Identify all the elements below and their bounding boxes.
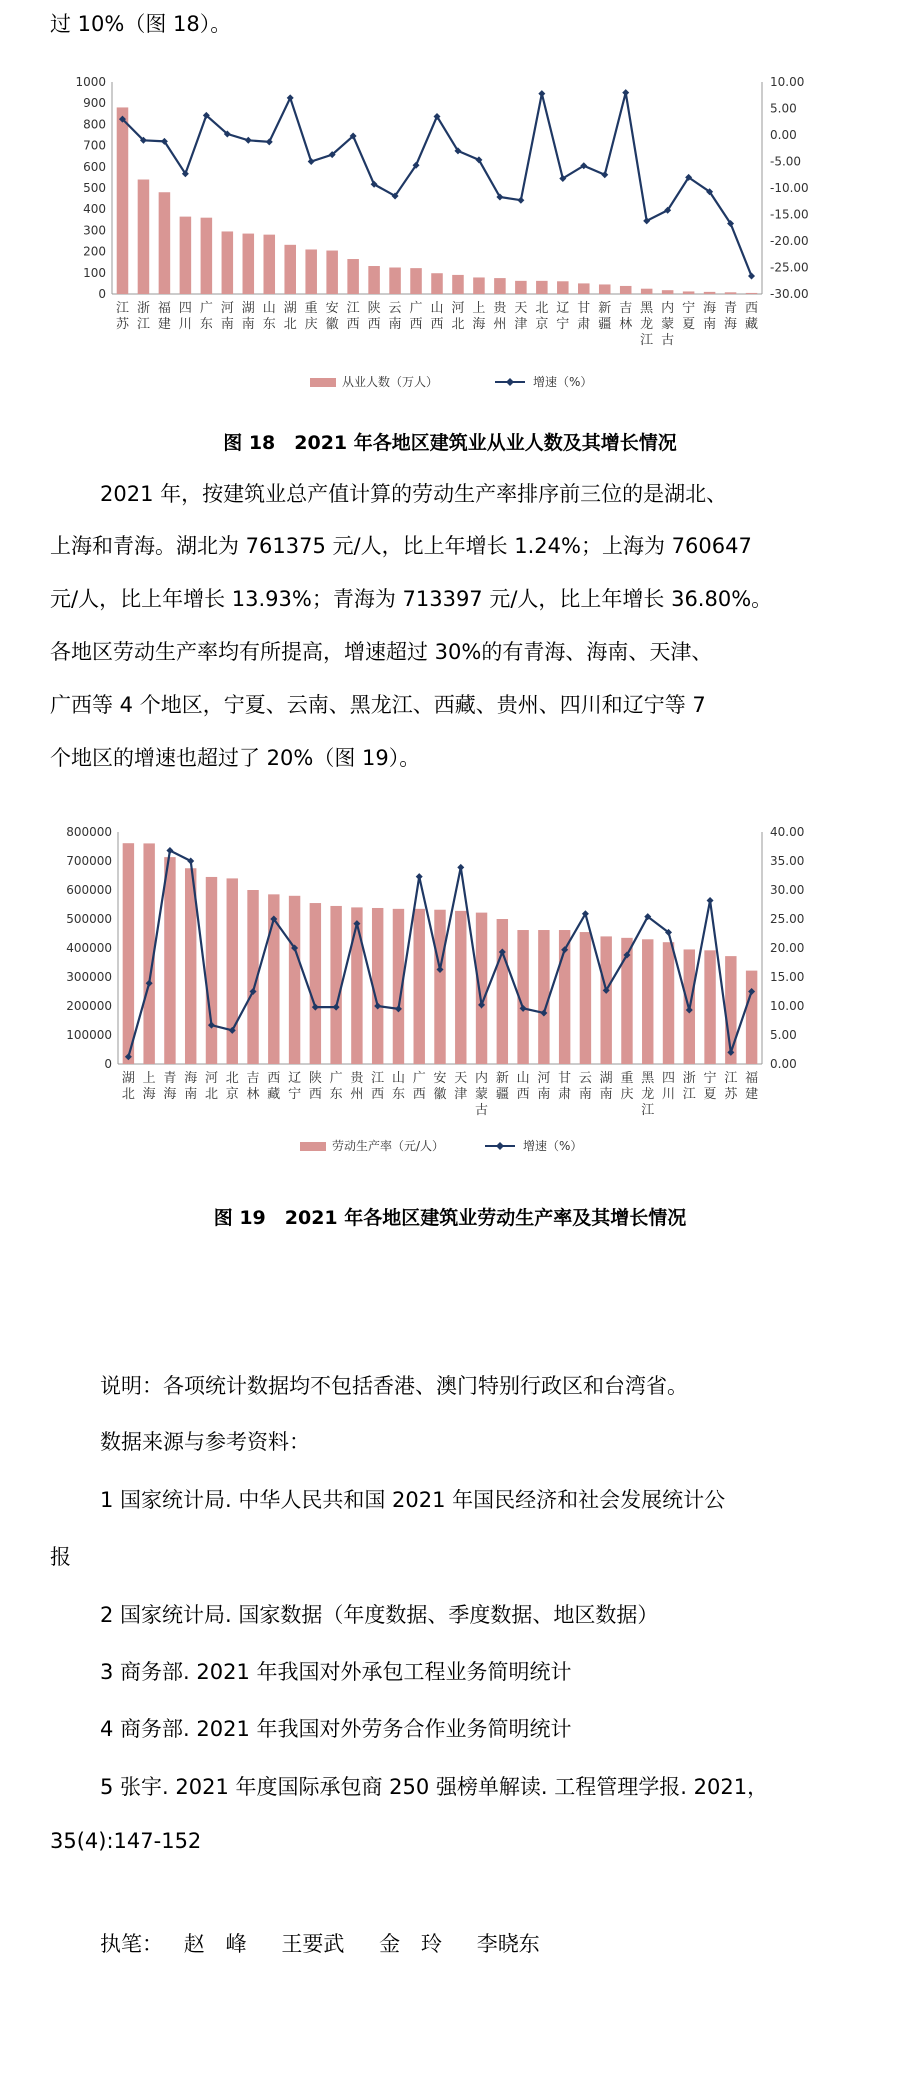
fig18-category-label: 新疆: [598, 301, 612, 332]
fig19-legend-bar-label: 劳动生产率（元/人）: [332, 1139, 445, 1153]
fig19-right-tick-label: 40.00: [770, 825, 805, 839]
fig19-bar: [642, 939, 653, 1064]
fig19-category-label: 甘肃: [558, 1071, 572, 1102]
fig18-bar: [641, 289, 653, 294]
fig19-category-label: 新疆: [495, 1071, 509, 1102]
fig19-category-label: 海南: [184, 1071, 198, 1102]
fig19-category-label: 四川: [662, 1071, 676, 1102]
fig18-bar: [326, 251, 338, 294]
author-name: 金 玲: [379, 1932, 443, 1956]
fig18-left-tick-label: 800: [83, 117, 106, 132]
fig19-category-label: 江苏: [724, 1071, 738, 1102]
fig18-bar: [683, 291, 695, 294]
fig19-right-tick-label: 20.00: [770, 941, 805, 955]
fig19-bar: [164, 857, 175, 1064]
fig19-bar: [600, 936, 611, 1064]
fig18-category-label: 宁夏: [682, 301, 696, 332]
fig19-legend-bar-swatch: [300, 1142, 326, 1151]
fig18-bar: [305, 249, 317, 294]
fig19-bar: [497, 919, 508, 1064]
fig18-bar: [263, 235, 275, 294]
fig19-left-tick-label: 800000: [66, 825, 112, 839]
fig18-growth-point: [601, 171, 608, 178]
fig18-category-label: 湖北: [283, 301, 297, 332]
fig19-category-label: 天津: [454, 1071, 468, 1102]
fig18-right-tick-label: -25.00: [770, 260, 809, 275]
author-name: 赵 峰: [183, 1932, 247, 1956]
fig18-bar: [201, 218, 213, 294]
fig19-bar: [434, 910, 445, 1064]
fig18-left-tick-label: 900: [83, 96, 106, 111]
fig18-bar: [452, 275, 464, 294]
fig18-category-label: 贵州: [493, 301, 507, 332]
fig18-bar: [431, 273, 443, 294]
fig19-growth-point: [457, 864, 464, 871]
fig19-category-label: 山东: [391, 1071, 405, 1102]
fig18-category-label: 云南: [388, 301, 402, 332]
fig18-right-tick-label: 0.00: [770, 128, 797, 142]
fig19-left-tick-label: 300000: [66, 970, 112, 984]
fig18-bar: [347, 259, 359, 294]
paragraph-line-2: 上海和青海。湖北为 761375 元/人，比上年增长 1.24%；上海为 760647: [50, 534, 752, 558]
fig18-category-label: 浙江: [136, 301, 150, 332]
fig19-bar: [351, 907, 362, 1064]
fig18-category-label: 青海: [724, 301, 738, 332]
fig18-bar: [704, 292, 716, 294]
fig18-bar: [620, 286, 632, 294]
fig18-category-label: 上海: [472, 301, 486, 332]
fig19-bar: [206, 877, 217, 1064]
author-name: 王要武: [281, 1932, 345, 1956]
fig18-growth-point: [748, 272, 755, 279]
fig18-category-label: 江苏: [115, 301, 129, 332]
fig18-growth-point: [517, 197, 524, 204]
fig19-left-tick-label: 500000: [66, 912, 112, 926]
fig19-bar: [289, 896, 300, 1064]
author-label: 执笔：: [100, 1932, 163, 1956]
fig19-category-label: 贵州: [350, 1071, 364, 1102]
paragraph-line-4: 各地区劳动生产率均有所提高，增速超过 30%的有青海、海南、天津、: [50, 640, 713, 664]
fig18-bar: [410, 268, 422, 294]
fig18-right-tick-label: -10.00: [770, 181, 809, 195]
fig19-category-label: 广东: [329, 1071, 343, 1102]
fig18-bar: [389, 268, 401, 295]
ref-item: 2 国家统计局. 国家数据（年度数据、季度数据、地区数据）: [100, 1603, 659, 1627]
fig18-right-tick-label: 5.00: [770, 101, 797, 116]
fig19-category-label: 安徽: [433, 1071, 447, 1102]
fig18-legend-line-label: 增速（%）: [533, 375, 593, 389]
fig18-category-label: 重庆: [304, 301, 318, 332]
fig19-left-tick-label: 0: [104, 1057, 112, 1071]
fig19-bar: [538, 930, 549, 1064]
fig18-bar: [494, 278, 506, 294]
fig18-category-label: 西藏: [745, 301, 759, 332]
fig18-bar: [243, 234, 255, 294]
fig19-right-tick-label: 5.00: [770, 1028, 797, 1042]
paragraph-line-5: 广西等 4 个地区，宁夏、云南、黑龙江、西藏、贵州、四川和辽宁等 7: [50, 693, 706, 717]
fig18-category-label: 湖南: [241, 301, 255, 332]
fig18-growth-point: [245, 137, 252, 144]
fig18-growth-point: [308, 158, 315, 165]
fig18-category-label: 山西: [430, 301, 444, 332]
fig19-bar: [123, 843, 134, 1064]
fig19-category-label: 湖北: [121, 1071, 135, 1102]
fig18-category-label: 福建: [157, 301, 171, 332]
fig18-bar: [117, 107, 129, 294]
fig18-category-label: 甘肃: [577, 301, 591, 332]
ref-item: 报: [50, 1545, 71, 1569]
fig18-category-label: 河南: [220, 301, 234, 332]
fig18-growth-point: [622, 89, 629, 96]
fig18-bar: [368, 266, 380, 294]
fig19-bar: [704, 950, 715, 1064]
fig18-category-label: 山东: [262, 301, 276, 332]
fig19-category-label: 福建: [745, 1071, 759, 1102]
fig18-right-tick-label: -30.00: [770, 287, 809, 301]
fig18-category-label: 四川: [178, 301, 192, 332]
fig18-category-label: 陕西: [367, 301, 381, 332]
fig19-legend-line-marker: [496, 1142, 504, 1150]
fig19-category-label: 辽宁: [288, 1071, 302, 1102]
fig19-category-label: 河北: [204, 1071, 218, 1102]
fig18-bar: [284, 245, 296, 294]
fig19-category-label: 吉林: [246, 1071, 260, 1102]
fig18-left-tick-label: 700: [83, 138, 106, 153]
fig18-bar: [725, 292, 737, 294]
fig19-right-tick-label: 15.00: [770, 970, 805, 984]
fig18-category-label: 北京: [535, 301, 549, 332]
fig18-bar: [662, 290, 674, 294]
fig18-left-tick-label: 100: [83, 265, 106, 280]
fig18-category-label: 安徽: [325, 301, 339, 332]
fig18-category-label: 广西: [409, 301, 423, 332]
fig19-category-label: 西藏: [267, 1071, 281, 1102]
refs-title: 数据来源与参考资料：: [100, 1430, 310, 1454]
fig19-category-label: 陕西: [308, 1071, 322, 1102]
ref-item: 35(4):147-152: [50, 1829, 202, 1853]
top-text-line: 过 10%（图 18）。: [50, 12, 232, 36]
chart-fig19-svg: [40, 820, 820, 1170]
fig19-legend-line-label: 增速（%）: [523, 1139, 583, 1153]
fig19-category-label: 重庆: [620, 1071, 634, 1102]
fig19-bar: [227, 878, 238, 1064]
fig19-right-tick-label: 30.00: [770, 883, 805, 897]
paragraph-line-1: 2021 年，按建筑业总产值计算的劳动生产率排序前三位的是湖北、: [100, 482, 728, 506]
author-name: 李晓东: [476, 1932, 540, 1956]
fig19-left-tick-label: 100000: [66, 1028, 112, 1042]
fig19-bar: [330, 906, 341, 1064]
fig19-right-tick-label: 10.00: [770, 999, 805, 1013]
fig18-bar: [180, 217, 192, 294]
fig18-category-label: 江西: [346, 301, 360, 332]
fig19-right-tick-label: 35.00: [770, 854, 805, 868]
fig18-bar: [536, 281, 548, 294]
fig18-growth-line: [122, 93, 751, 276]
fig19-category-label: 青海: [163, 1071, 177, 1102]
fig19-caption: 图 19 2021 年各地区建筑业劳动生产率及其增长情况: [213, 1207, 687, 1229]
fig18-category-label: 河北: [451, 301, 465, 332]
fig18-category-label: 天津: [514, 301, 528, 332]
ref-item: 1 国家统计局. 中华人民共和国 2021 年国民经济和社会发展统计公: [100, 1488, 726, 1512]
fig18-growth-point: [287, 94, 294, 101]
fig19-category-label: 黑龙江: [641, 1071, 655, 1118]
fig19-category-label: 宁夏: [703, 1071, 717, 1102]
note-text: 说明：各项统计数据均不包括香港、澳门特别行政区和台湾省。: [100, 1374, 688, 1398]
fig19-bar: [455, 911, 466, 1064]
fig18-left-tick-label: 500: [83, 181, 106, 195]
ref-item: 5 张宇. 2021 年度国际承包商 250 强榜单解读. 工程管理学报. 2021，: [100, 1775, 769, 1799]
fig18-bar: [599, 284, 611, 294]
fig19-category-label: 广西: [412, 1071, 426, 1102]
fig18-growth-point: [538, 90, 545, 97]
fig18-bar: [138, 180, 150, 294]
chart-fig18-svg: [40, 72, 820, 402]
fig18-bar: [578, 283, 590, 294]
fig18-category-label: 吉林: [619, 301, 633, 332]
fig18-left-tick-label: 400: [83, 202, 106, 217]
fig18-bar: [159, 192, 171, 294]
fig18-legend-line-marker: [506, 378, 514, 386]
fig18-category-label: 辽宁: [556, 301, 570, 332]
chart-fig18: [40, 72, 820, 406]
fig18-bar: [557, 281, 569, 294]
fig19-category-label: 内蒙古: [475, 1071, 489, 1118]
fig18-left-tick-label: 300: [83, 223, 106, 238]
fig18-legend-bar-label: 从业人数（万人）: [342, 375, 439, 389]
chart-fig19: [40, 820, 820, 1174]
fig18-left-tick-label: 200: [83, 244, 106, 259]
fig18-category-label: 黑龙江: [640, 301, 654, 348]
fig18-right-tick-label: -15.00: [770, 207, 809, 222]
ref-item: 3 商务部. 2021 年我国对外承包工程业务简明统计: [100, 1660, 572, 1684]
fig18-category-label: 广东: [199, 301, 213, 332]
fig19-left-tick-label: 400000: [66, 941, 112, 955]
fig18-left-tick-label: 0: [98, 287, 106, 301]
fig18-category-label: 海南: [703, 301, 717, 332]
fig19-category-label: 北京: [225, 1071, 239, 1102]
fig18-right-tick-label: -20.00: [770, 234, 809, 248]
fig19-category-label: 河南: [537, 1071, 551, 1102]
fig19-bar: [414, 909, 425, 1064]
fig18-growth-point: [266, 138, 273, 145]
fig19-bar: [746, 971, 757, 1064]
fig19-bar: [663, 942, 674, 1064]
fig18-bar: [515, 281, 527, 294]
paragraph-line-3: 元/人，比上年增长 13.93%；青海为 713397 元/人，比上年增长 36.80%。: [50, 587, 773, 611]
paragraph-line-6: 个地区的增速也超过了 20%（图 19）。: [50, 746, 421, 770]
fig19-bar: [580, 932, 591, 1064]
fig19-category-label: 湖南: [599, 1071, 613, 1102]
fig19-growth-point: [416, 873, 423, 880]
fig19-bar: [310, 903, 321, 1064]
ref-item: 4 商务部. 2021 年我国对外劳务合作业务简明统计: [100, 1717, 572, 1741]
fig18-left-tick-label: 600: [83, 159, 106, 174]
fig19-category-label: 江西: [371, 1071, 385, 1102]
fig18-bar: [746, 293, 758, 294]
fig18-bar: [222, 231, 234, 294]
fig19-bar: [476, 913, 487, 1064]
fig18-left-tick-label: 1000: [75, 75, 106, 89]
fig19-category-label: 云南: [578, 1071, 592, 1102]
fig19-right-tick-label: 0.00: [770, 1057, 797, 1071]
fig19-category-label: 上海: [142, 1071, 156, 1102]
fig18-right-tick-label: -5.00: [770, 154, 802, 169]
fig18-category-label: 内蒙古: [661, 301, 675, 348]
fig19-left-tick-label: 700000: [66, 854, 112, 868]
fig19-left-tick-label: 200000: [66, 999, 112, 1013]
author-line: [100, 1928, 540, 1958]
fig19-left-tick-label: 600000: [66, 883, 112, 897]
fig18-right-tick-label: 10.00: [770, 75, 805, 89]
fig18-bar: [473, 277, 485, 294]
fig19-category-label: 浙江: [682, 1071, 696, 1102]
fig19-category-label: 山西: [516, 1071, 530, 1102]
fig19-right-tick-label: 25.00: [770, 912, 805, 926]
fig19-growth-point: [707, 897, 714, 904]
fig18-legend-bar-swatch: [310, 378, 336, 387]
fig18-caption: 图 18 2021 年各地区建筑业从业人数及其增长情况: [223, 432, 677, 454]
